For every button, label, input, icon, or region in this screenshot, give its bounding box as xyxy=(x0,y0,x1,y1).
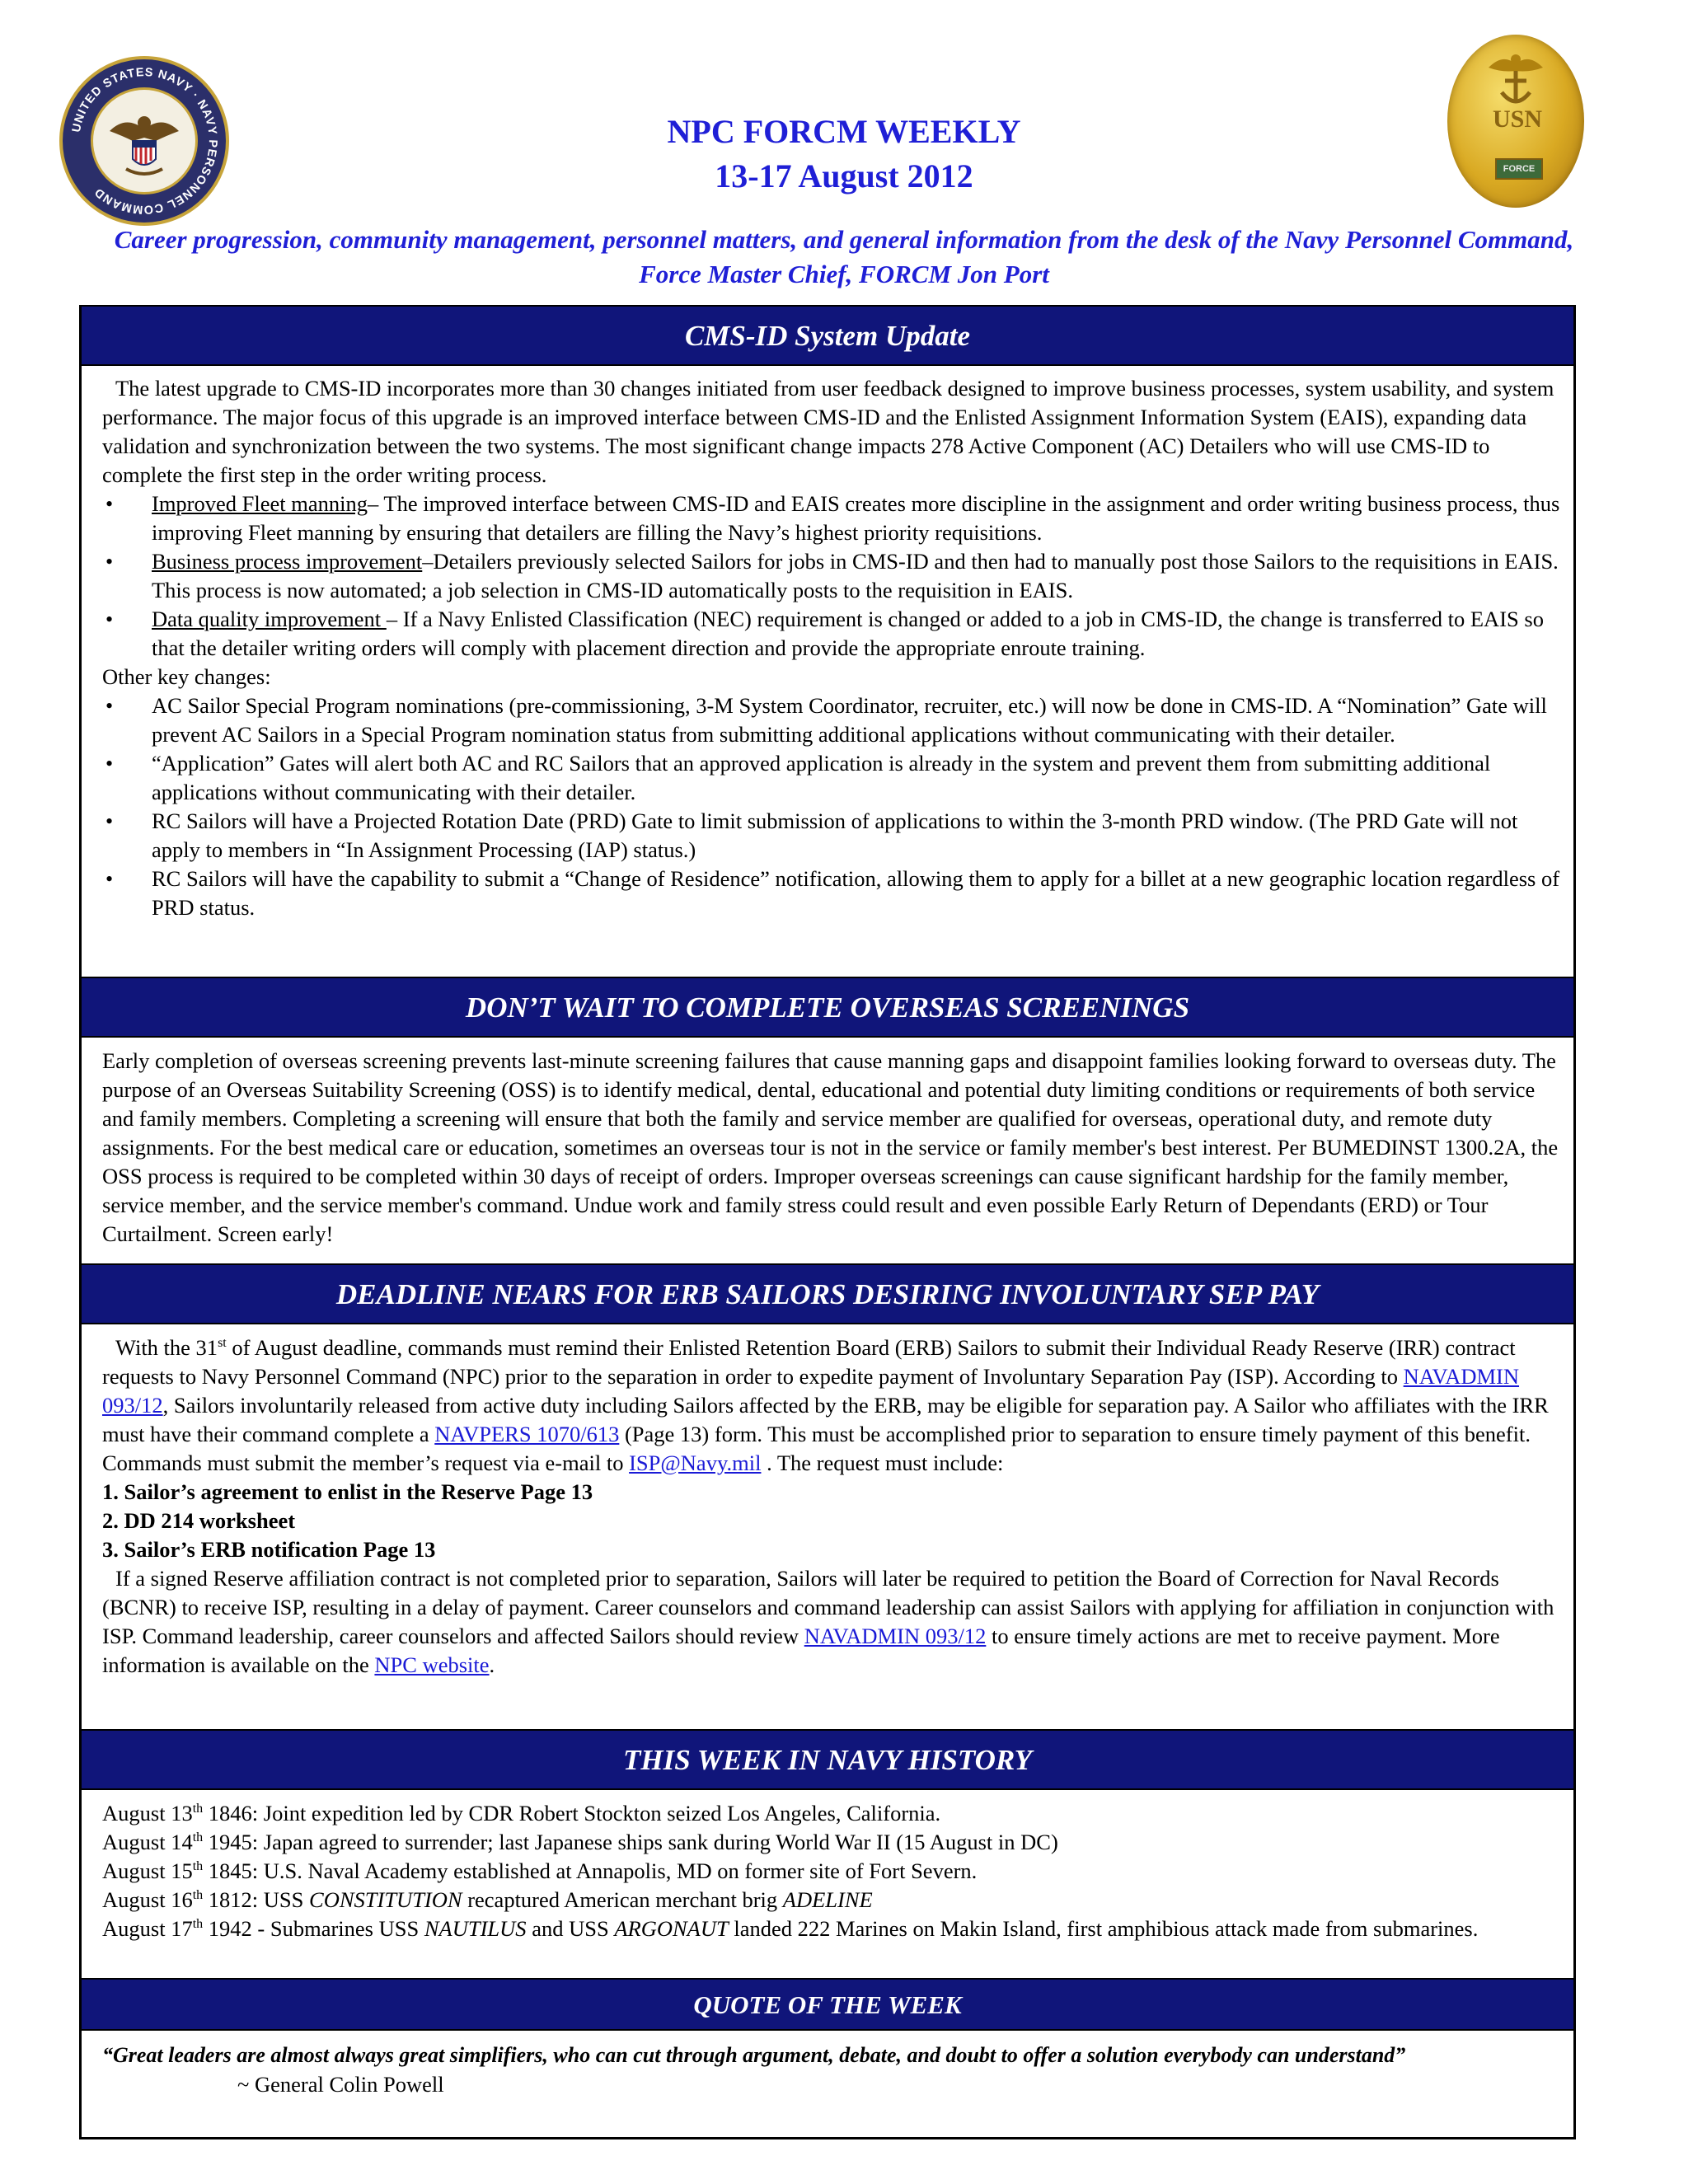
newsletter-date: 13-17 August 2012 xyxy=(715,157,973,194)
section-heading-quote: QUOTE OF THE WEEK xyxy=(82,1978,1573,2031)
quote-attribution: ~ General Colin Powell xyxy=(237,2072,444,2097)
overseas-body: Early completion of overseas screening prevents last-minute screening failures that cause manning gaps and disappoint families looking forward to overseas duty. The purpose of an Overseas Suitability Screening (OSS) is to identify medical, dental, educational and potential duty limiting conditions or requirements of both service and family members. Completing a screening will ensure that both the family and service member are qualified for overseas, operational duty, and remote duty assignments. For the best medical care or education, sometimes an overseas tour is not in the service or family member's best interest. Per BUMEDINST 1300.2A, the OSS process is required to be completed within 30 days of receipt of orders. Improper overseas screenings can cause significant hardship for the family member, service member, and the service member's command. Undue work and family stress could result and even possible Early Return of Dependants (ERD) or Tour Curtailment. Screen early! xyxy=(102,1048,1559,1246)
section-heading-cms-id: CMS-ID System Update xyxy=(82,305,1573,366)
list-item: • “Application” Gates will alert both AC and RC Sailors that an approved application is already in the system and prevent them from submitting additional applications without communicating with their detailer. xyxy=(102,749,1561,807)
erb-requirement-2: 2. DD 214 worksheet xyxy=(102,1508,296,1533)
list-item: • RC Sailors will have a Projected Rotation Date (PRD) Gate to limit submission of applications to within the 3-month PRD window. (The PRD Gate will not apply to members in “In Assignment Processing (IAP) status.) xyxy=(102,807,1561,865)
section-heading-history: THIS WEEK IN NAVY HISTORY xyxy=(82,1729,1573,1790)
badge-force-tab: FORCE xyxy=(1495,158,1543,180)
section-heading-erb: DEADLINE NEARS FOR ERB SAILORS DESIRING INVOLUNTARY SEP PAY xyxy=(82,1263,1573,1324)
list-item: • Improved Fleet manning– The improved interface between CMS-ID and EAIS creates more discipline in the assignment and order writing business process, thus improving Fleet manning by ensuring that detailers are filling the Navy’s highest priority requisitions. xyxy=(102,490,1561,547)
section-cms-id xyxy=(102,374,1561,922)
erb-requirement-1: 1. Sailor’s agreement to enlist in the Reserve Page 13 xyxy=(102,1479,593,1504)
npc-website-link[interactable]: NPC website xyxy=(374,1652,490,1677)
list-item: • RC Sailors will have the capability to submit a “Change of Residence” notification, allowing them to apply for a billet at a new geographic location regardless of PRD status. xyxy=(102,865,1561,922)
other-changes-label: Other key changes: xyxy=(102,664,271,689)
history-entry: August 15th 1845: U.S. Naval Academy established at Annapolis, MD on former site of Fort Severn. xyxy=(102,1858,978,1883)
newsletter-title: NPC FORCM WEEKLY xyxy=(667,113,1021,150)
quote-text: “Great leaders are almost always great simplifiers, who can cut through argument, debate, and doubt to offer a solution everybody can understand” xyxy=(102,2043,1406,2067)
cms-bullet-list xyxy=(102,490,1561,663)
section-overseas xyxy=(102,1047,1561,1249)
history-entry: August 13th 1846: Joint expedition led by CDR Robert Stockton seized Los Angeles, California. xyxy=(102,1801,941,1825)
list-item: • AC Sailor Special Program nominations (pre-commissioning, 3-M System Coordinator, recruiter, etc.) will now be done in CMS-ID. A “Nomination” Gate will prevent AC Sailors in a Special Program nomination status from submitting additional applications without communicating with their detailer. xyxy=(102,691,1561,749)
history-entry: August 16th 1812: USS CONSTITUTION recaptured American merchant brig ADELINE xyxy=(102,1887,873,1912)
anchor-eagle-icon xyxy=(1447,35,1584,109)
cms-intro: The latest upgrade to CMS-ID incorporates more than 30 changes initiated from user feedback designed to improve business processes, system usability, and system performance. The major focus of this upgrade is an improved interface between CMS-ID and the Enlisted Assignment Information System (EAIS), expanding data validation and synchronization between the two systems. The most significant change impacts 278 Active Component (AC) Detailers who will use CMS-ID to complete the first step in the order writing process. xyxy=(102,376,1554,487)
isp-email-link[interactable]: ISP@Navy.mil xyxy=(629,1451,762,1475)
navpers-link[interactable]: NAVPERS 1070/613 xyxy=(434,1422,620,1446)
list-item: • Data quality improvement – If a Navy Enlisted Classification (NEC) requirement is changed or added to a job in CMS-ID, the change is transferred to EAIS so that the detailer writing orders will comply with placement direction and provide the appropriate enroute training. xyxy=(102,605,1561,663)
erb-paragraph-2: If a signed Reserve affiliation contract is not completed prior to separation, Sailors will later be required to petition the Board of Correction for Naval Records (BCNR) to receive ISP, resulting in a delay of payment. Career counselors and command leadership can assist Sailors with applying for affiliation in conjunction with ISP. Command leadership, career counselors and affected Sailors should review NAVADMIN 093/12 to ensure timely actions are met to receive payment. More information is available on the NPC website. xyxy=(102,1566,1554,1677)
erb-requirement-3: 3. Sailor’s ERB notification Page 13 xyxy=(102,1537,436,1562)
navadmin-link-2[interactable]: NAVADMIN 093/12 xyxy=(804,1624,987,1648)
svg-text:UNITED STATES NAVY · NAVY PERS: UNITED STATES NAVY · NAVY PERSONNEL COMMAND xyxy=(69,66,219,217)
section-history xyxy=(102,1799,1561,1943)
newsletter-subtitle: Career progression, community management, personnel matters, and general information from the desk of the Navy Personnel Command, Force Master Chief, FORCM Jon Port xyxy=(114,225,1574,288)
section-erb xyxy=(102,1333,1561,1680)
other-changes-list xyxy=(102,691,1561,922)
history-entry: August 17th 1942 - Submarines USS NAUTILUS and USS ARGONAUT landed 222 Marines on Makin Island, first amphibious attack made from submarines. xyxy=(102,1916,1479,1941)
history-entry: August 14th 1945: Japan agreed to surrender; last Japanese ships sank during World War II (15 August in DC) xyxy=(102,1830,1058,1854)
navadmin-link[interactable]: NAVADMIN 093/12 xyxy=(102,1364,1520,1418)
erb-paragraph-1: With the 31st of August deadline, commands must remind their Enlisted Retention Board (ERB) Sailors to submit their Individual Ready Reserve (IRR) contract requests to Navy Personnel Command (NPC) prior to the separation in order to expedite payment of Involuntary Separation Pay (ISP). According to NAVADMIN 093/12, Sailors involuntarily released from active duty including Sailors affected by the ERB, may be eligible for separation pay. A Sailor who affiliates with the IRR must have their command complete a NAVPERS 1070/613 (Page 13) form. This must be accomplished prior to separation to ensure timely payment of this benefit. Commands must submit the member’s request via e-mail to ISP@Navy.mil . The request must include: xyxy=(102,1335,1549,1475)
list-item: • Business process improvement–Detailers previously selected Sailors for jobs in CMS-ID and then had to manually post those Sailors to the requisitions in EAIS. This process is now automated; a job selection in CMS-ID automatically posts to the requisition in EAIS. xyxy=(102,547,1561,605)
section-quote xyxy=(102,2040,1561,2099)
badge-usn-letters: USN xyxy=(1492,105,1542,133)
section-heading-overseas: DON’T WAIT TO COMPLETE OVERSEAS SCREENINGS xyxy=(82,977,1573,1038)
